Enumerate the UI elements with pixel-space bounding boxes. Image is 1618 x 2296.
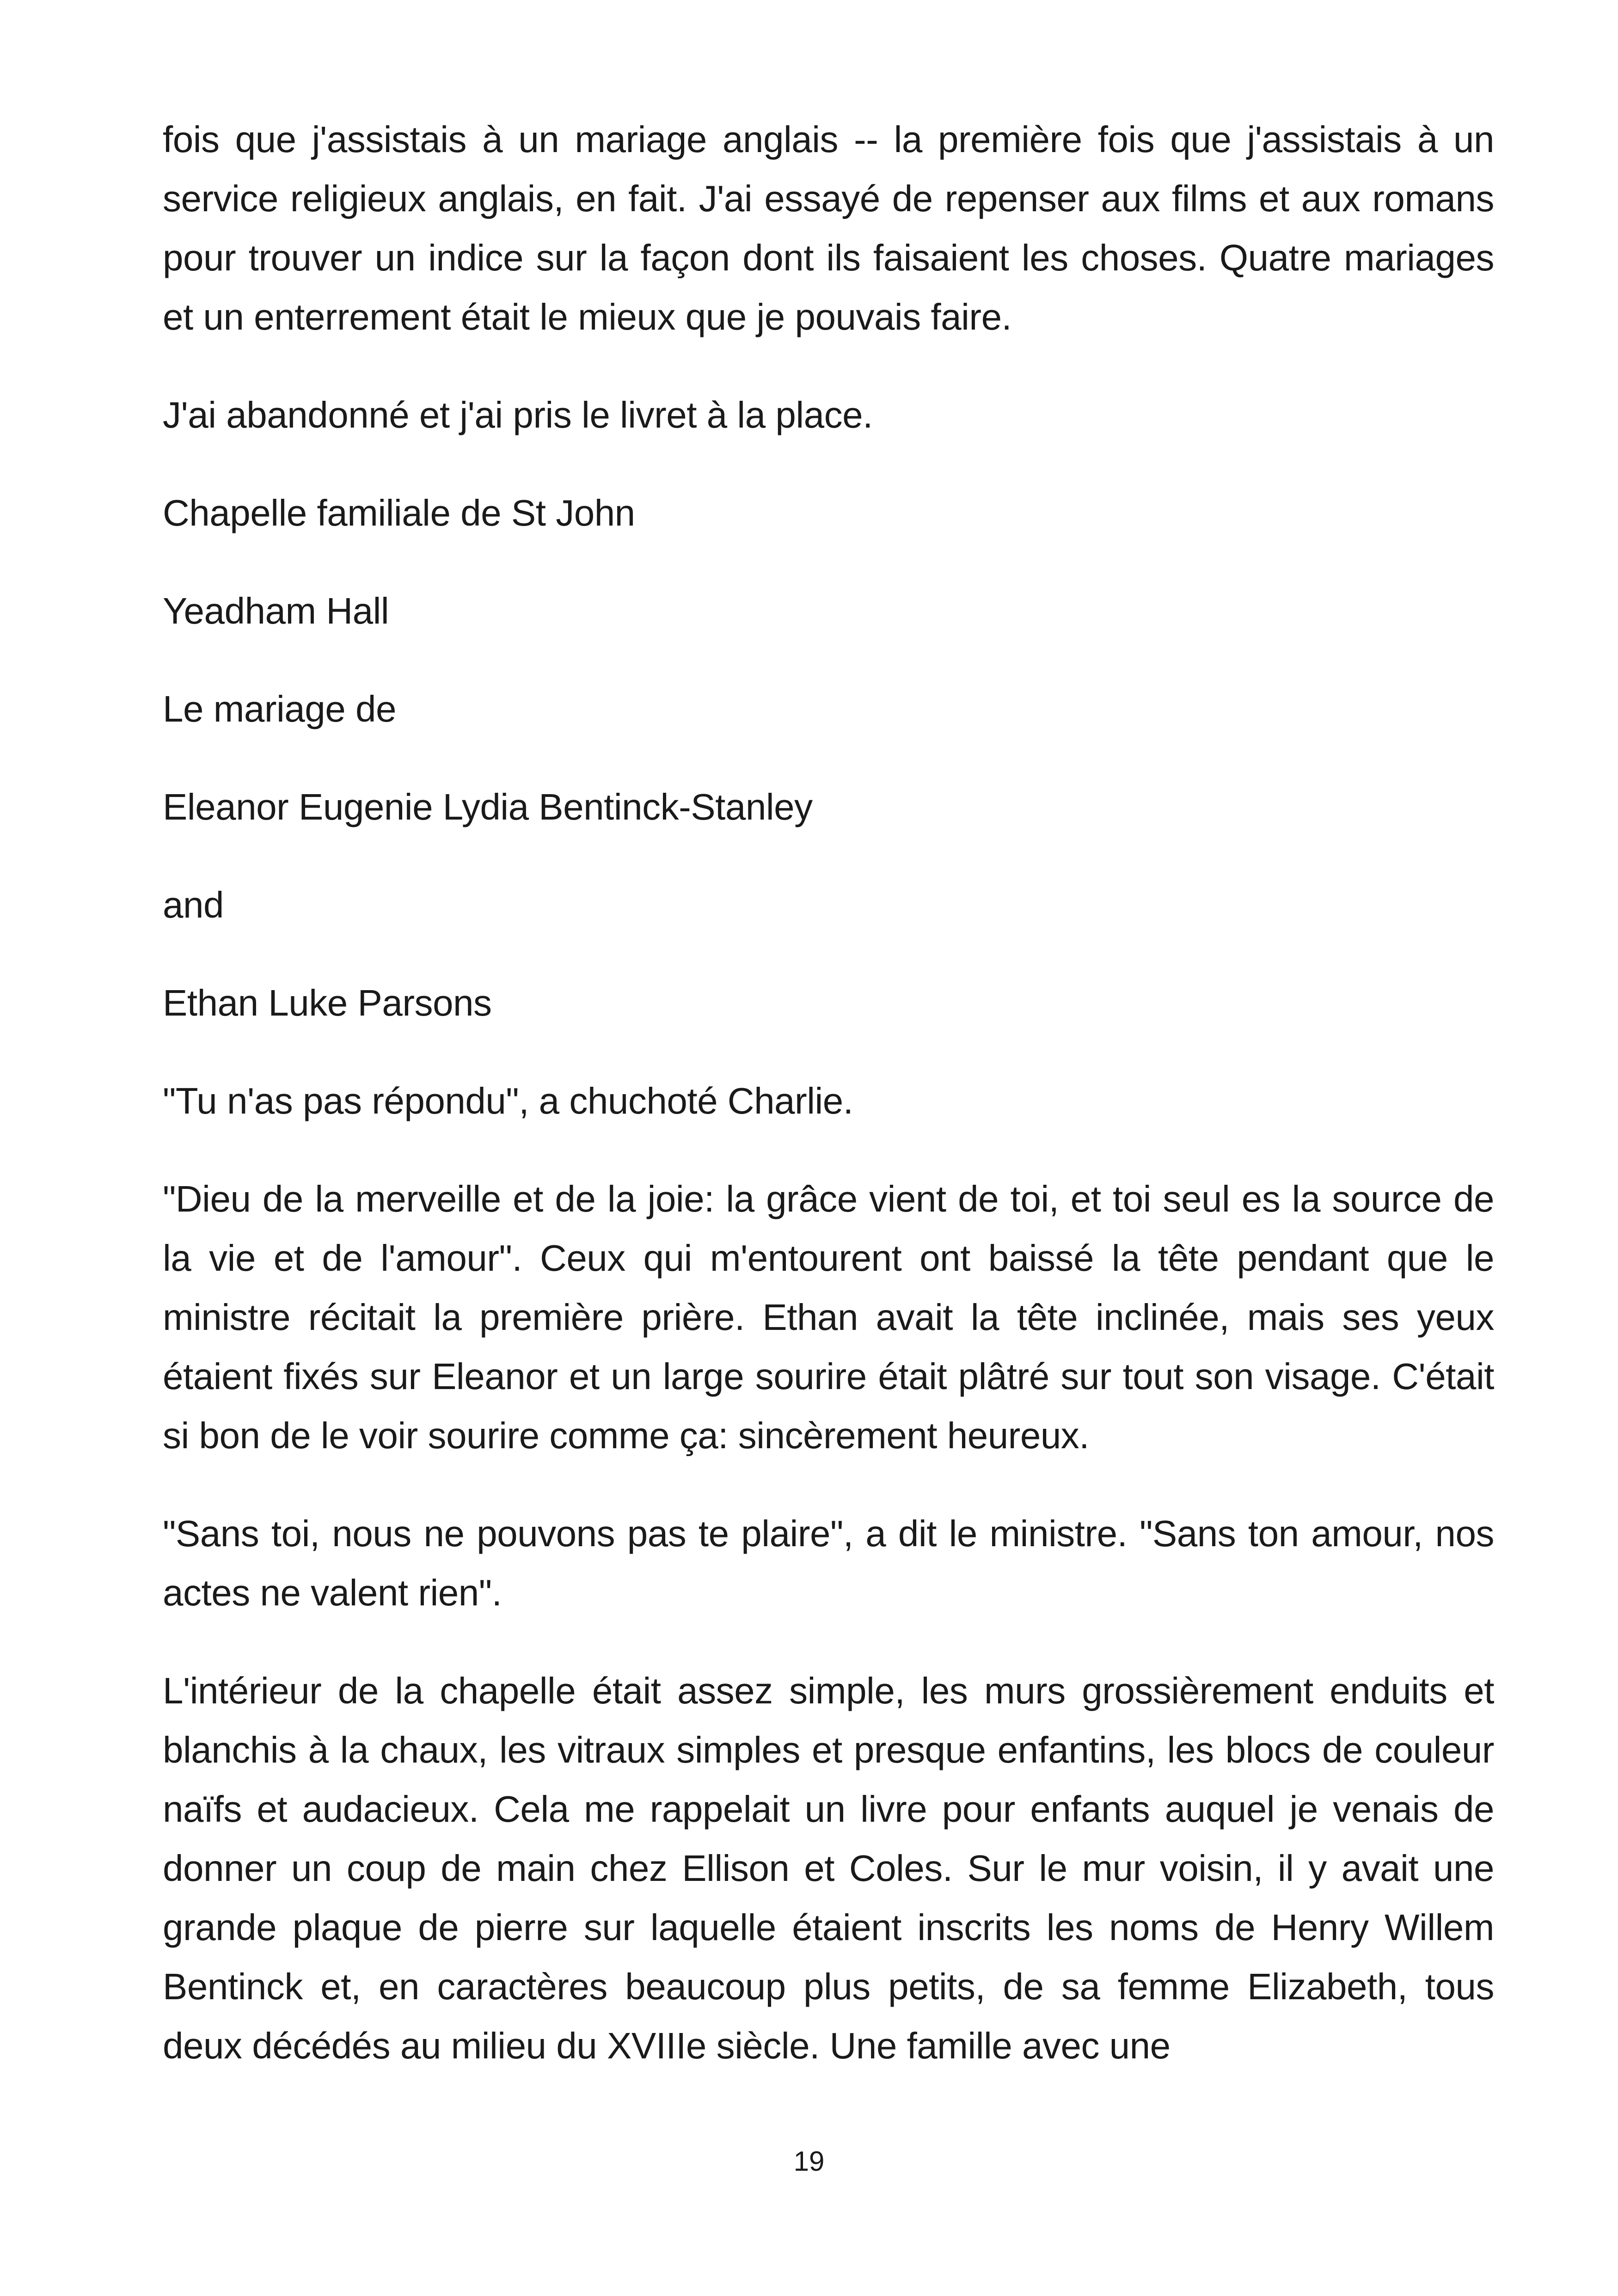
body-text: [163, 110, 1494, 2114]
booklet-line-bride: Eleanor Eugenie Lydia Bentinck-Stanley: [163, 786, 813, 827]
booklet-line-groom: Ethan Luke Parsons: [163, 982, 492, 1023]
paragraph-first-prayer: "Dieu de la merveille et de la joie: la grâce vient de toi, et toi seul es la source de la vie et de l'amour". Ceux qui m'entourent ont baissé la tête pendant que le ministre récitait la première prière. Ethan avait la tête inclinée, mais ses yeux étaient fixés sur Eleanor et un large sourire était plâtré sur tout son visage. C'était si bon de le voir sourire comme ça: sincèrement heureux.: [163, 1178, 1494, 1456]
page-number: 19: [793, 2146, 825, 2177]
booklet-line-hall: Yeadham Hall: [163, 590, 389, 631]
booklet-line-wedding-of: Le mariage de: [163, 688, 396, 729]
paragraph-continuation: fois que j'assistais à un mariage anglais -- la première fois que j'assistais à un service religieux anglais, en fait. J'ai essayé de repenser aux films et aux romans pour trouver un indice sur la façon dont ils faisaient les choses. Quatre mariages et un enterrement était le mieux que je pouvais faire.: [163, 119, 1494, 337]
booklet-line-and: and: [163, 884, 224, 925]
paragraph-minister: "Sans toi, nous ne pouvons pas te plaire", a dit le ministre. "Sans ton amour, nos actes ne valent rien".: [163, 1513, 1494, 1613]
booklet-line-chapel: Chapelle familiale de St John: [163, 492, 635, 533]
paragraph-abandon: J'ai abandonné et j'ai pris le livret à la place.: [163, 394, 873, 435]
paragraph-chapel-interior: L'intérieur de la chapelle était assez simple, les murs grossièrement enduits et blanchis à la chaux, les vitraux simples et presque enfantins, les blocs de couleur naïfs et audacieux. Cela me rappelait un livre pour enfants auquel je venais de donner un coup de main chez Ellison et Coles. Sur le mur voisin, il y avait une grande plaque de pierre sur laquelle étaient inscrits les noms de Henry Willem Bentinck et, en caractères beaucoup plus petits, de sa femme Elizabeth, tous deux décédés au milieu du XVIIIe siècle. Une famille avec une: [163, 1670, 1494, 2066]
paragraph-charlie-whisper: "Tu n'as pas répondu", a chuchoté Charlie.: [163, 1080, 853, 1121]
